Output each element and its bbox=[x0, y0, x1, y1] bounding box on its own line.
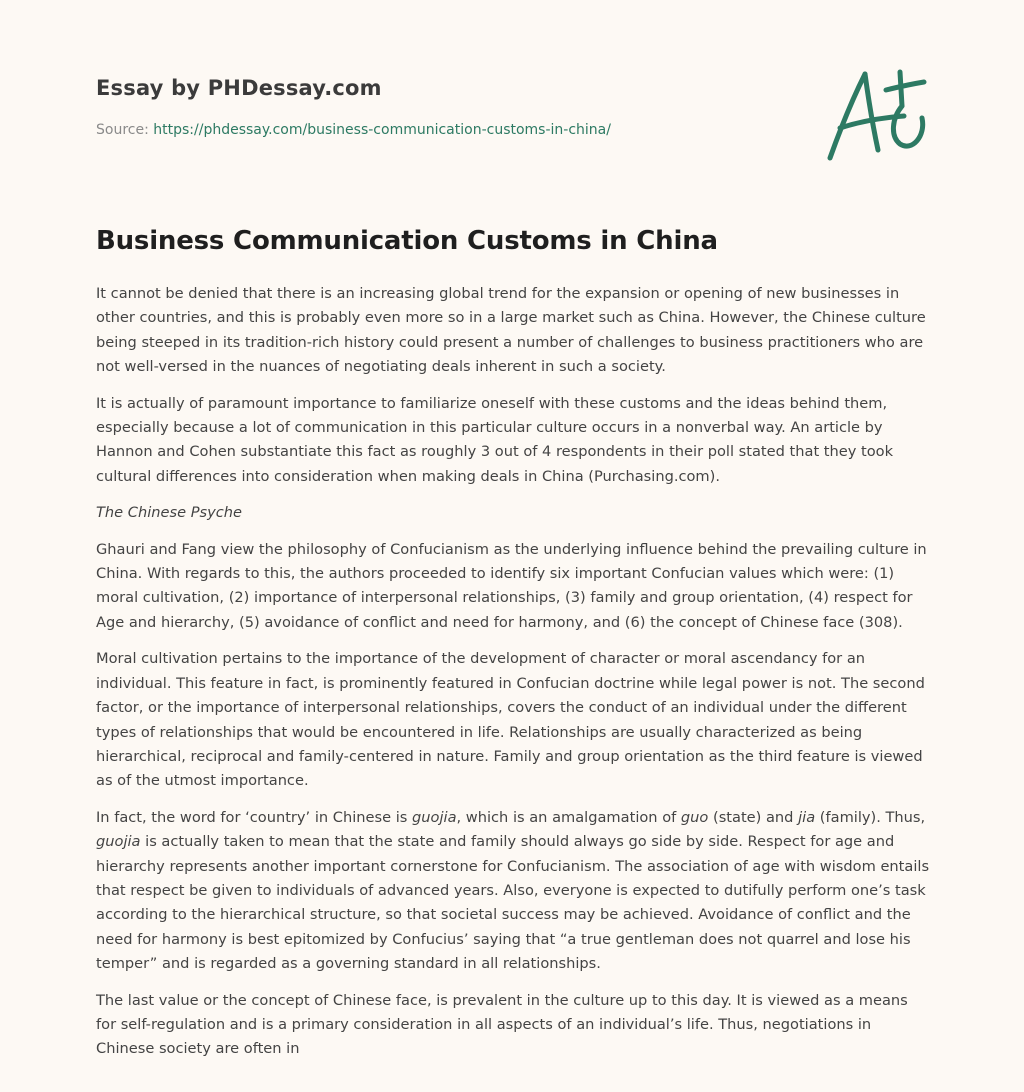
paragraph-1: It cannot be denied that there is an increasing global trend for the expansion or opening of new businesses in other countries, and this is probably even more so in a large market such as China. However, the Chinese culture being steeped in its tradition-rich history could present a number of challenges to business practitioners who are not well-versed in the nuances of negotiating deals inherent in such a society. bbox=[96, 285, 926, 376]
page-header bbox=[96, 76, 611, 138]
p5-text-c: (state) and bbox=[708, 808, 799, 826]
source-link[interactable]: https://phdessay.com/business-communication-customs-in-china/ bbox=[153, 122, 611, 138]
paragraph-4: Moral cultivation pertains to the importance of the development of character or moral ascendancy for an individual. This feature in fact, is prominently featured in Confucian doctrine while legal power is not. The second factor, or the importance of interpersonal relationships, covers the conduct of an individual under the different types of relationships that would be encountered in life. Relationships are usually characterized as being hierarchical, reciprocal and family-centered in nature. Family and group orientation as the third feature is viewed as of the utmost importance. bbox=[96, 650, 925, 790]
term-jia: jia bbox=[798, 808, 816, 826]
a-plus-logo-icon bbox=[818, 66, 930, 166]
paragraph-5 bbox=[96, 806, 932, 977]
p5-text-d: (family). Thus, bbox=[815, 808, 926, 826]
paragraph-2: It is actually of paramount importance to familiarize oneself with these customs and the ideas behind them, especially because a lot of communication in this particular culture occurs in a nonverbal way. An article by Hannon and Cohen substantiate this fact as roughly 3 out of 4 respondents in their poll stated that they took cultural differences into consideration when making deals in China (Purchasing.com). bbox=[96, 394, 894, 485]
p5-text-e: is actually taken to mean that the state and family should always go side by side. Respect for age and hierarchy represents another important cornerstone for Confucianism. The association of age with wisdom entails that respect be given to individuals of advanced years. Also, everyone is expected to dutifully perform one’s task according to the hierarchical structure, so that societal success may be achieved. Avoidance of conflict and the need for harmony is best epitomized by Confucius’ saying that “a true gentleman does not quarrel and lose his temper” and is regarded as a governing standard in all relationships. bbox=[96, 833, 930, 973]
article bbox=[96, 226, 932, 1074]
term-guo: guo bbox=[680, 808, 709, 826]
source-line bbox=[96, 122, 611, 138]
term-guojia: guojia bbox=[412, 808, 457, 826]
section-subheading: The Chinese Psyche bbox=[96, 504, 243, 522]
paragraph-6: The last value or the concept of Chinese face, is prevalent in the culture up to this day. It is viewed as a means for self-regulation and is a primary consideration in all aspects of an individual’s life. Thus, negotiations in Chinese society are often in bbox=[96, 991, 908, 1058]
site-title: Essay by PHDessay.com bbox=[96, 76, 382, 100]
p5-text-b: , which is an amalgamation of bbox=[456, 808, 681, 826]
paragraph-3: Ghauri and Fang view the philosophy of Confucianism as the underlying influence behind the prevailing culture in China. With regards to this, the authors proceeded to identify six important Confucian values which were: (1) moral cultivation, (2) importance of interpersonal relationships, (3) family and group orientation, (4) respect for Age and hierarchy, (5) avoidance of conflict and need for harmony, and (6) the concept of Chinese face (308). bbox=[96, 540, 927, 631]
source-label: Source: bbox=[96, 122, 149, 138]
term-guojia: guojia bbox=[96, 833, 141, 851]
article-title: Business Communication Customs in China bbox=[96, 226, 718, 256]
p5-text-a: In fact, the word for ‘country’ in Chinese is bbox=[96, 808, 413, 826]
